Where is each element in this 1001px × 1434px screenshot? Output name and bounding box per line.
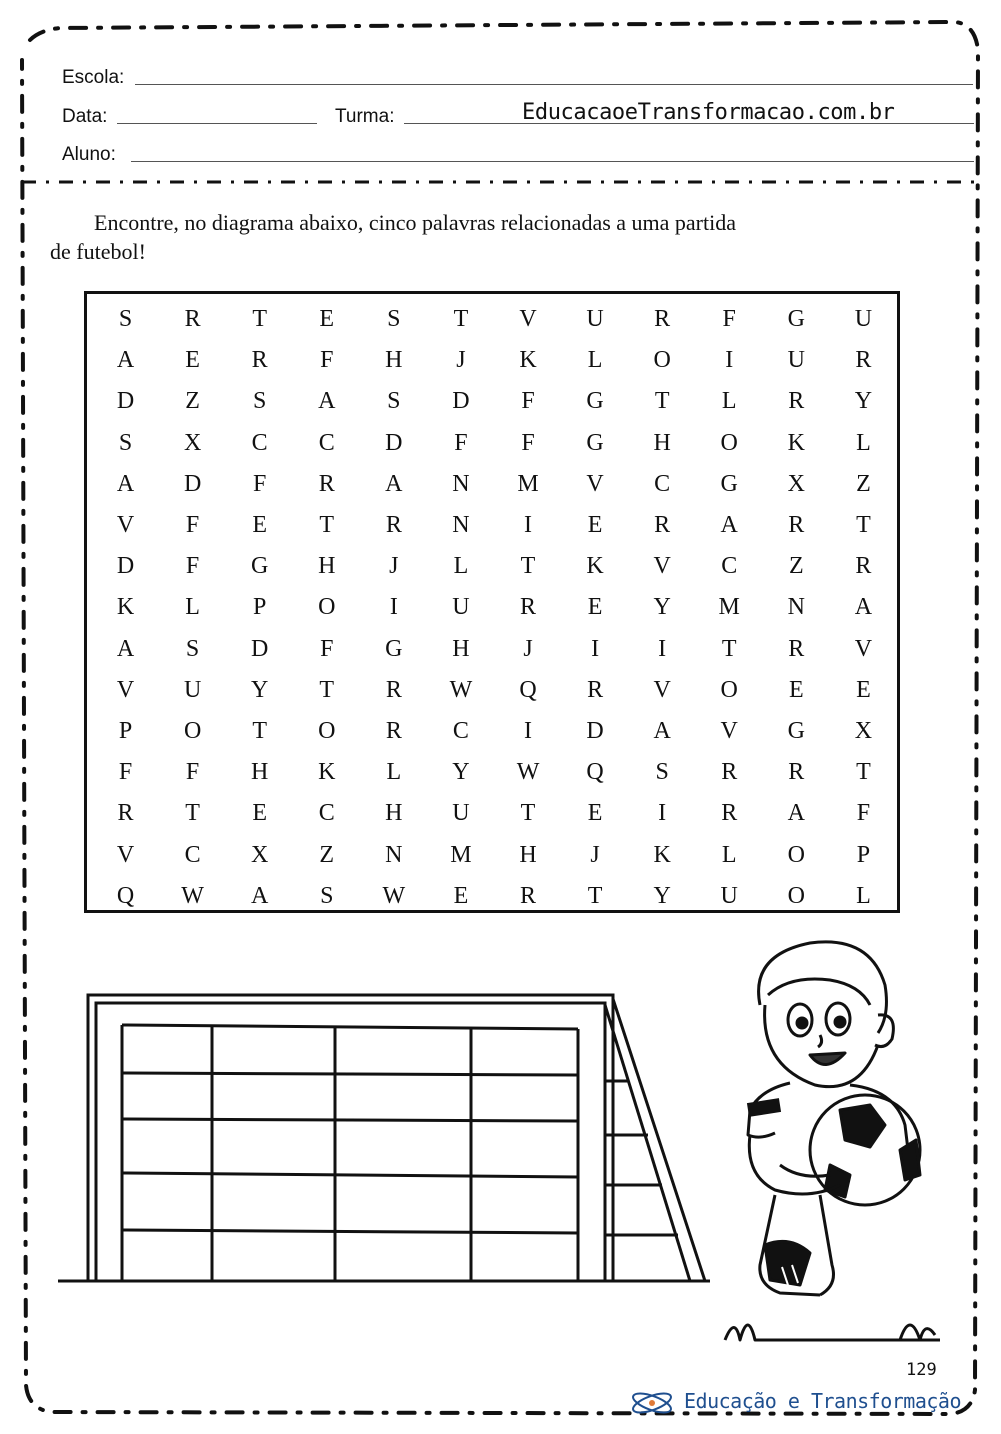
grid-letter[interactable]: J (456, 347, 466, 374)
grid-letter[interactable]: F (521, 388, 535, 415)
grid-letter[interactable]: H (452, 635, 470, 662)
grid-letter[interactable]: T (520, 800, 536, 827)
grid-letter[interactable]: U (787, 347, 805, 374)
grid-letter[interactable]: O (720, 429, 738, 456)
grid-letter[interactable]: J (590, 841, 600, 868)
grid-letter[interactable]: S (118, 429, 133, 456)
grid-letter[interactable]: F (185, 512, 200, 539)
grid-letter[interactable]: O (787, 882, 805, 909)
grid-letter[interactable]: M (718, 594, 740, 621)
grid-letter[interactable]: J (523, 635, 533, 662)
instructions (50, 208, 950, 266)
grid-row (92, 546, 897, 587)
grid-letter[interactable]: F (185, 759, 200, 786)
page-number: 129 (906, 1360, 937, 1380)
grid-letter[interactable]: W (516, 759, 540, 786)
grid-letter[interactable]: F (856, 800, 871, 827)
grid-letter[interactable]: Z (319, 841, 335, 868)
grid-letter[interactable]: X (787, 470, 805, 497)
grid-letter[interactable]: L (587, 347, 603, 374)
grid-letter[interactable]: S (387, 388, 401, 415)
boy-with-ball-icon (720, 935, 950, 1355)
grid-letter[interactable]: T (520, 553, 536, 580)
grid-row (92, 381, 897, 422)
grid-letter[interactable]: Y (854, 388, 873, 415)
grid-letter[interactable]: L (453, 553, 469, 580)
grid-row (92, 464, 897, 505)
grid-letter[interactable]: U (452, 594, 470, 621)
grid-letter[interactable]: F (722, 306, 736, 333)
grid-letter[interactable]: D (452, 388, 470, 415)
grid-letter[interactable]: U (720, 882, 738, 909)
turma-label: Turma: (335, 106, 395, 127)
grid-row (92, 711, 897, 752)
grid-letter[interactable]: O (787, 841, 805, 868)
grid-letter[interactable]: C (251, 429, 268, 456)
escola-label: Escola: (62, 67, 125, 88)
grid-letter[interactable]: T (319, 512, 335, 539)
grid-letter[interactable]: E (453, 882, 469, 909)
grid-letter[interactable]: R (654, 512, 671, 539)
grid-letter[interactable]: Z (185, 388, 200, 415)
grid-letter[interactable]: K (787, 429, 805, 456)
instructions-line2: de futebol! (50, 239, 146, 264)
grid-letter[interactable]: S (118, 306, 133, 333)
grid-letter[interactable]: D (251, 635, 269, 662)
grid-letter[interactable]: S (655, 759, 669, 786)
grid-letter[interactable]: T (252, 306, 268, 333)
grid-letter[interactable]: T (587, 882, 603, 909)
grid-letter[interactable]: I (725, 347, 734, 374)
grid-letter[interactable]: G (251, 553, 269, 580)
grid-letter[interactable]: T (654, 388, 670, 415)
grid-letter[interactable]: W (382, 882, 406, 909)
grid-letter[interactable]: F (320, 635, 334, 662)
grid-letter[interactable]: C (721, 553, 738, 580)
grid-letter[interactable]: S (253, 388, 267, 415)
grid-letter[interactable]: R (721, 759, 738, 786)
grid-letter[interactable]: C (452, 717, 469, 744)
grid-letter[interactable]: F (454, 429, 468, 456)
grid-letter[interactable]: W (449, 676, 473, 703)
grid-letter[interactable]: D (385, 429, 403, 456)
grid-letter[interactable]: V (854, 635, 873, 662)
grid-letter[interactable]: Q (116, 882, 135, 909)
grid-letter[interactable]: G (787, 717, 805, 744)
grid-letter[interactable]: R (520, 882, 537, 909)
grid-letter[interactable]: K (653, 841, 671, 868)
grid-letter[interactable]: T (185, 800, 200, 827)
grid-letter[interactable]: U (586, 306, 604, 333)
grid-row (92, 587, 897, 628)
atom-logo-icon (628, 1386, 676, 1420)
grid-letter[interactable]: Q (586, 759, 604, 786)
grid-letter[interactable]: T (252, 717, 268, 744)
grid-letter[interactable]: U (183, 676, 202, 703)
grid-letter[interactable]: L (386, 759, 402, 786)
grid-letter[interactable]: S (320, 882, 334, 909)
grid-row (92, 834, 897, 875)
grid-row (92, 423, 897, 464)
grid-letter[interactable]: V (720, 717, 738, 744)
grid-letter[interactable]: D (116, 388, 135, 415)
grid-letter[interactable]: P (856, 841, 871, 868)
grid-letter[interactable]: H (251, 759, 269, 786)
grid-row (92, 340, 897, 381)
grid-letter[interactable]: U (854, 306, 873, 333)
grid-letter[interactable]: V (519, 306, 537, 333)
grid-letter[interactable]: H (318, 553, 336, 580)
grid-letter[interactable]: P (118, 717, 133, 744)
grid-letter[interactable]: R (251, 347, 268, 374)
grid-letter[interactable]: X (183, 429, 202, 456)
grid-letter[interactable]: G (385, 635, 403, 662)
site-url: EducacaoeTransformacao.com.br (522, 100, 895, 125)
grid-row (92, 299, 897, 340)
grid-letter[interactable]: R (788, 388, 805, 415)
grid-letter[interactable]: T (856, 512, 871, 539)
grid-letter[interactable]: Y (653, 882, 671, 909)
grid-letter[interactable]: D (586, 717, 604, 744)
grid-letter[interactable]: Q (519, 676, 537, 703)
grid-letter[interactable]: E (185, 347, 200, 374)
grid-letter[interactable]: R (788, 512, 805, 539)
grid-letter[interactable]: I (658, 800, 667, 827)
grid-letter[interactable]: L (856, 882, 871, 909)
grid-letter[interactable]: G (586, 429, 604, 456)
data-label: Data: (62, 106, 108, 127)
grid-letter[interactable]: X (854, 717, 873, 744)
grid-letter[interactable]: O (318, 594, 336, 621)
grid-letter[interactable]: G (787, 306, 805, 333)
grid-letter[interactable]: V (653, 676, 671, 703)
grid-letter[interactable]: N (452, 470, 470, 497)
grid-letter[interactable]: Z (856, 470, 871, 497)
grid-letter[interactable]: R (788, 759, 805, 786)
grid-letter[interactable]: E (788, 676, 804, 703)
grid-letter[interactable]: I (658, 635, 667, 662)
grid-letter[interactable]: A (318, 388, 336, 415)
grid-letter[interactable]: C (654, 470, 671, 497)
grid-letter[interactable]: T (856, 759, 871, 786)
grid-row (92, 670, 897, 711)
grid-letter[interactable]: Y (452, 759, 470, 786)
grid-letter[interactable]: A (653, 717, 671, 744)
grid-letter[interactable]: L (185, 594, 200, 621)
grid-letter[interactable]: R (520, 594, 537, 621)
grid-letter[interactable]: H (385, 800, 403, 827)
brand-name: Educação e Transformação (684, 1389, 961, 1413)
grid-letter[interactable]: R (654, 306, 671, 333)
grid-letter[interactable]: E (856, 676, 871, 703)
grid-letter[interactable]: R (855, 553, 872, 580)
grid-letter[interactable]: A (787, 800, 805, 827)
grid-letter[interactable]: V (653, 553, 671, 580)
grid-row (92, 876, 897, 917)
grid-row (92, 752, 897, 793)
grid-letter[interactable]: Z (788, 553, 804, 580)
grid-letter[interactable]: W (181, 882, 204, 909)
grid-letter[interactable]: D (183, 470, 202, 497)
word-search-table (92, 299, 897, 917)
grid-row (92, 793, 897, 834)
grid-letter[interactable]: L (856, 429, 871, 456)
grid-letter[interactable]: C (318, 429, 335, 456)
grid-letter[interactable]: A (116, 635, 135, 662)
grid-letter[interactable]: A (251, 882, 269, 909)
grid-letter[interactable]: E (252, 800, 268, 827)
grid-letter[interactable]: I (524, 512, 533, 539)
grid-letter[interactable]: I (524, 717, 533, 744)
grid-letter[interactable]: M (517, 470, 539, 497)
grid-letter[interactable]: T (453, 306, 469, 333)
grid-row (92, 505, 897, 546)
grid-letter[interactable]: A (116, 470, 135, 497)
grid-letter[interactable]: G (720, 470, 738, 497)
grid-letter[interactable]: K (116, 594, 135, 621)
grid-letter[interactable]: E (587, 594, 603, 621)
grid-letter[interactable]: K (586, 553, 604, 580)
grid-letter[interactable]: N (452, 512, 470, 539)
grid-letter[interactable]: A (116, 347, 135, 374)
grid-letter[interactable]: S (185, 635, 200, 662)
grid-letter[interactable]: Y (251, 676, 269, 703)
grid-letter[interactable]: S (387, 306, 401, 333)
grid-letter[interactable]: C (318, 800, 335, 827)
grid-row (92, 629, 897, 670)
grid-letter[interactable]: V (116, 841, 135, 868)
grid-letter[interactable]: V (586, 470, 604, 497)
grid-letter[interactable]: R (385, 512, 402, 539)
aluno-line[interactable] (131, 161, 974, 162)
grid-letter[interactable]: G (586, 388, 604, 415)
grid-letter[interactable]: F (185, 553, 200, 580)
grid-letter[interactable]: F (521, 429, 535, 456)
grid-letter[interactable]: A (385, 470, 403, 497)
grid-letter[interactable]: E (319, 306, 335, 333)
grid-letter[interactable]: V (116, 676, 135, 703)
grid-letter[interactable]: R (385, 676, 402, 703)
grid-letter[interactable]: L (721, 388, 737, 415)
grid-letter[interactable]: R (721, 800, 738, 827)
grid-letter[interactable]: A (854, 594, 873, 621)
grid-letter[interactable]: Y (653, 594, 671, 621)
grid-letter[interactable]: J (389, 553, 399, 580)
grid-letter[interactable]: U (452, 800, 470, 827)
grid-letter[interactable]: V (116, 512, 135, 539)
grid-letter[interactable]: R (385, 717, 402, 744)
grid-letter[interactable]: O (653, 347, 671, 374)
grid-letter[interactable]: E (252, 512, 268, 539)
escola-line[interactable] (135, 84, 973, 85)
grid-letter[interactable]: H (653, 429, 671, 456)
grid-letter[interactable]: R (117, 800, 134, 827)
grid-letter[interactable]: O (318, 717, 336, 744)
aluno-label: Aluno: (62, 144, 116, 165)
grid-letter[interactable]: A (720, 512, 738, 539)
grid-letter[interactable]: P (253, 594, 267, 621)
grid-letter[interactable]: O (720, 676, 738, 703)
grid-letter[interactable]: R (318, 470, 335, 497)
grid-letter[interactable]: R (855, 347, 872, 374)
grid-letter[interactable]: H (519, 841, 537, 868)
grid-letter[interactable]: N (787, 594, 805, 621)
instructions-line1: Encontre, no diagrama abaixo, cinco palavras relacionadas a uma partida (94, 210, 736, 235)
grid-letter[interactable]: F (320, 347, 334, 374)
data-line[interactable] (117, 123, 317, 124)
grid-letter[interactable]: F (253, 470, 267, 497)
grid-letter[interactable]: L (721, 841, 737, 868)
grid-letter[interactable]: K (318, 759, 336, 786)
grid-letter[interactable]: K (519, 347, 537, 374)
grid-letter[interactable]: T (319, 676, 335, 703)
grid-letter[interactable]: R (184, 306, 201, 333)
grid-letter[interactable]: R (587, 676, 604, 703)
grid-letter[interactable]: I (591, 635, 600, 662)
grid-letter[interactable]: X (251, 841, 269, 868)
grid-letter[interactable]: E (587, 800, 603, 827)
grid-letter[interactable]: C (184, 841, 201, 868)
soccer-goal-icon (50, 985, 730, 1295)
grid-letter[interactable]: F (118, 759, 133, 786)
grid-letter[interactable]: O (183, 717, 202, 744)
grid-letter[interactable]: N (385, 841, 403, 868)
grid-letter[interactable]: I (389, 594, 398, 621)
word-search-grid (84, 291, 900, 913)
grid-letter[interactable]: M (450, 841, 472, 868)
grid-letter[interactable]: D (116, 553, 135, 580)
grid-letter[interactable]: R (788, 635, 805, 662)
grid-letter[interactable]: E (587, 512, 603, 539)
grid-letter[interactable]: T (721, 635, 737, 662)
grid-letter[interactable]: H (385, 347, 403, 374)
